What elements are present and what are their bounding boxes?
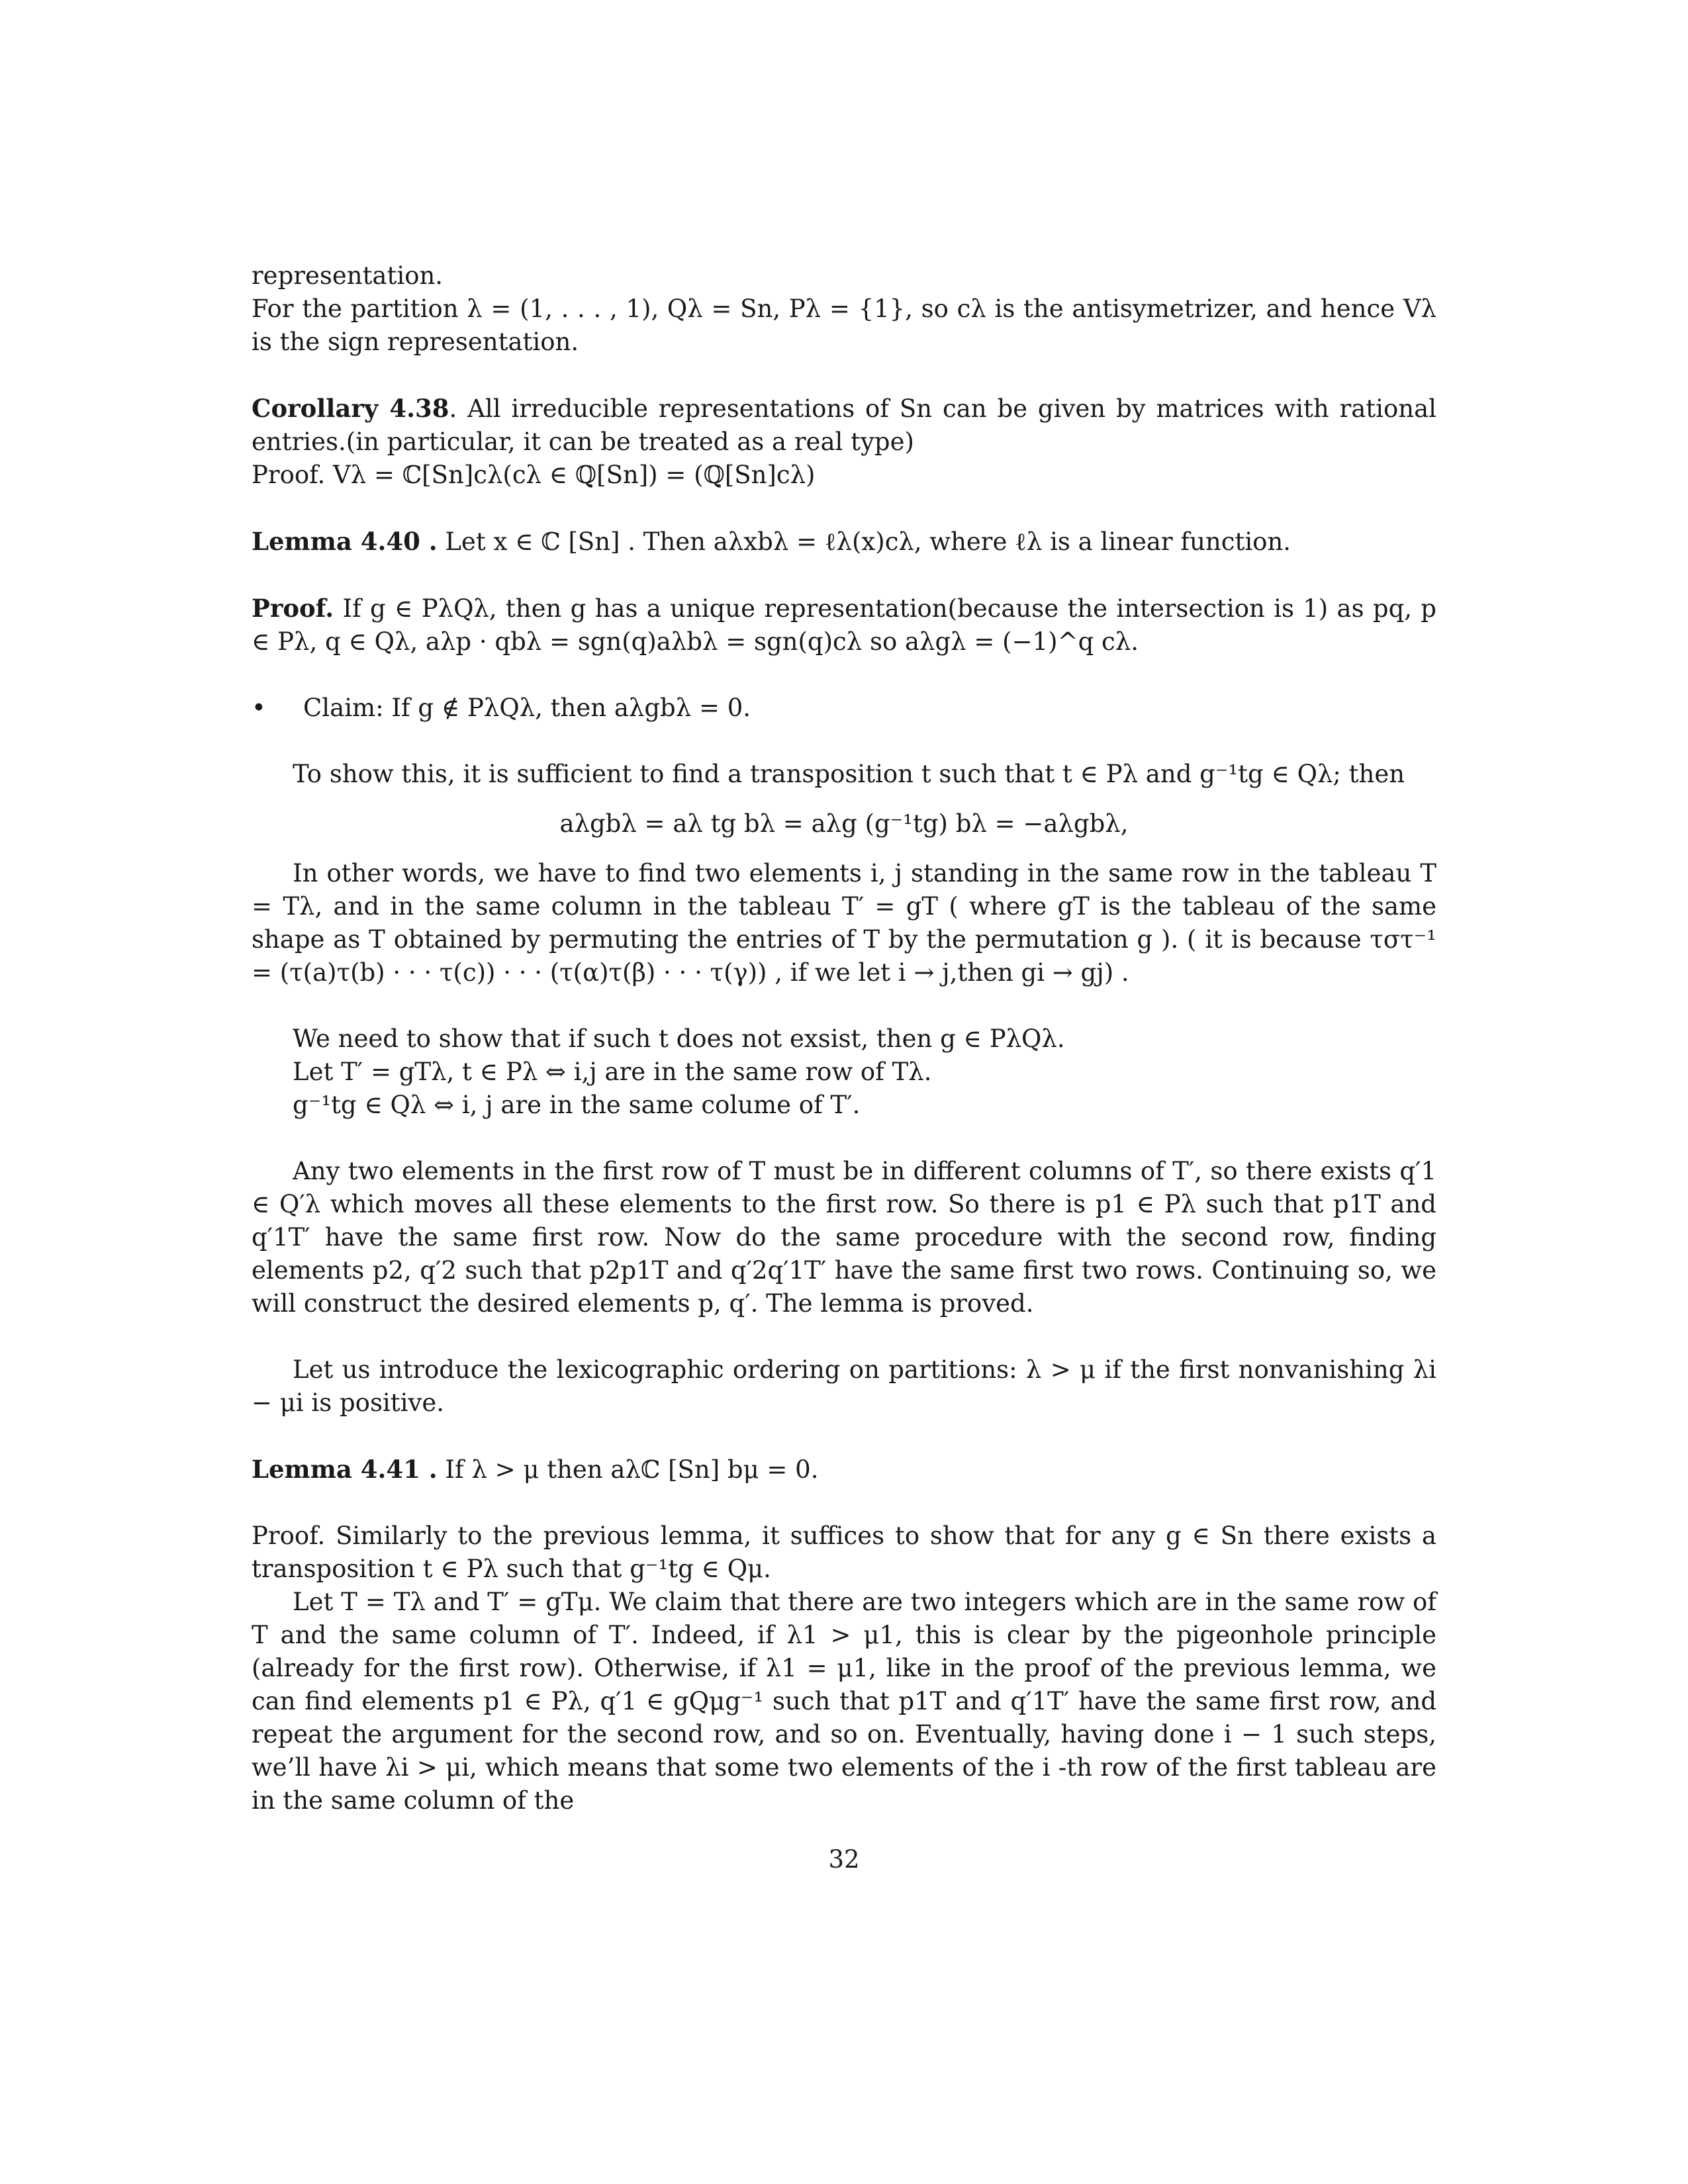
text-line: We need to show that if such t does not exsist, then g ∈ PλQλ. [293,1024,1065,1053]
text-paragraph: For the partition λ = (1, . . . , 1), Qλ = Sn, Pλ = {1}, so cλ is the antisymetrizer, and hence Vλ is the sign representation. [252,295,1436,356]
text-paragraph: Let T = Tλ and T′ = gTμ. We claim that there are two integers which are in the same row of T and the same column of T′. Indeed, if λ1 > μ1, this is clear by the pigeonhole principle (already for the first row). Otherwise, if λ1 = μ1, like in the proof of the previous lemma, we can find elements p1 ∈ Pλ, q′1 ∈ gQμg⁻¹ such that p1T and q′1T′ have the same first row, and repeat the argument for the second row, and so on. Eventually, having done i − 1 such steps, we’ll have λi > μi, which means that some two elements of the i -th row of the first tableau are in the same column of the [252,1588,1436,1815]
lemma-text: Let x ∈ ℂ [Sn] . Then aλxbλ = ℓλ(x)cλ, where ℓλ is a linear function. [437,527,1291,556]
corollary-text: . All irreducible representations of Sn can be given by matrices with rational entries.(in particular, it can be treated as a real type) [252,394,1436,456]
display-equation: aλgbλ = aλ tg bλ = aλg (g⁻¹tg) bλ = −aλgbλ, [559,809,1129,838]
lemma-label: Lemma 4.41 . [252,1455,438,1484]
proof-label: Proof. [252,594,334,623]
lemma-label: Lemma 4.40 . [252,527,438,556]
proof-paragraph [252,592,1436,659]
text-line: representation. [252,261,444,290]
text-paragraph: Any two elements in the first row of T must be in different columns of T′, so there exists q′1 ∈ Q′λ which moves all these elements to the first row. So there is p1 ∈ Pλ such that p1T and q′1T′ have the same first row. Now do the same procedure with the second row, finding elements p2, q′2 such that p2p1T and q′2q′1T′ have the same first two rows. Continuing so, we will construct the desired elements p, q′. The lemma is proved. [252,1157,1436,1318]
page-number: 32 [828,1845,860,1874]
corollary-proof: Proof. Vλ = ℂ[Sn]cλ(cλ ∈ ℚ[Sn]) = (ℚ[Sn]cλ) [252,461,816,489]
corollary-4-38 [252,392,1436,459]
text-line: g⁻¹tg ∈ Qλ ⇔ i, j are in the same colume of T′. [293,1091,861,1119]
text-paragraph: Let us introduce the lexicographic ordering on partitions: λ > μ if the first nonvanishing λi − μi is positive. [252,1355,1436,1417]
proof-text: If g ∈ PλQλ, then g has a unique representation(because the intersection is 1) as pq, p ∈ Pλ, q ∈ Qλ, aλp · qbλ = sgn(q)aλbλ = sgn(q)cλ so aλgλ = (−1)^q cλ. [252,594,1436,656]
lemma-text: If λ > μ then aλℂ [Sn] bμ = 0. [437,1455,819,1484]
text-paragraph: To show this, it is sufficient to find a transposition t such that t ∈ Pλ and g⁻¹tg ∈ Qλ; then [293,760,1405,788]
bullet-icon: • [252,694,266,722]
page-body [252,259,1436,1817]
claim-text: Claim: If g ∉ PλQλ, then aλgbλ = 0. [303,694,751,722]
text-paragraph: Proof. Similarly to the previous lemma, it suffices to show that for any g ∈ Sn there exists a transposition t ∈ Pλ such that g⁻¹tg ∈ Qμ. [252,1522,1436,1583]
text-paragraph: In other words, we have to find two elements i, j standing in the same row in the tableau T = Tλ, and in the same column in the tableau T′ = gT ( where gT is the tableau of the same shape as T obtained by permuting the entries of T by the permutation g ). ( it is because τστ⁻¹ = (τ(a)τ(b) · · · τ(c)) · · · (τ(α)τ(β) · · · τ(γ)) , if we let i → j,then gi → gj) . [252,859,1436,987]
need-block [252,1023,1436,1122]
corollary-label: Corollary 4.38 [252,394,449,423]
lemma-4-41 [252,1453,1436,1486]
claim-bullet [252,692,1436,725]
lemma-4-40 [252,525,1436,559]
text-line: Let T′ = gTλ, t ∈ Pλ ⇔ i,j are in the same row of Tλ. [293,1058,932,1086]
